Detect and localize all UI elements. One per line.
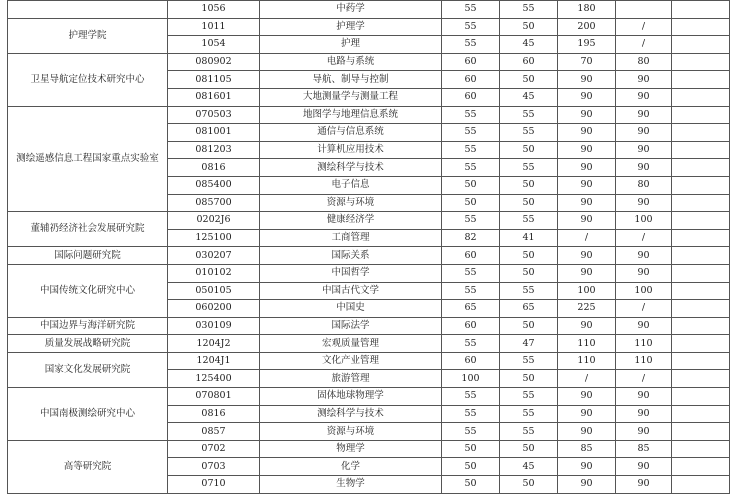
major-name-cell: 导航、制导与控制 (260, 71, 442, 89)
institution-cell: 测绘遥感信息工程国家重点实验室 (8, 106, 168, 212)
subject-two-score-cell: 110 (616, 335, 672, 353)
major-name-cell: 中国古代文学 (260, 282, 442, 300)
politics-score-cell: 55 (442, 124, 500, 142)
blank-cell (672, 264, 730, 282)
major-code-cell: 030109 (168, 317, 260, 335)
foreign-language-score-cell: 50 (500, 71, 558, 89)
blank-cell (672, 176, 730, 194)
foreign-language-score-cell: 55 (500, 212, 558, 230)
subject-one-score-cell: 110 (558, 335, 616, 353)
subject-two-score-cell: 90 (616, 423, 672, 441)
politics-score-cell: 55 (442, 264, 500, 282)
major-name-cell: 地图学与地理信息系统 (260, 106, 442, 124)
major-name-cell: 护理 (260, 36, 442, 54)
major-code-cell: 010102 (168, 264, 260, 282)
major-code-cell: 1204J2 (168, 335, 260, 353)
blank-cell (672, 106, 730, 124)
major-code-cell: 085400 (168, 176, 260, 194)
major-code-cell: 060200 (168, 300, 260, 318)
subject-two-score-cell: 100 (616, 282, 672, 300)
blank-cell (672, 88, 730, 106)
major-name-cell: 中药学 (260, 1, 442, 19)
subject-two-score-cell: 80 (616, 176, 672, 194)
major-code-cell: 0702 (168, 440, 260, 458)
politics-score-cell: 60 (442, 53, 500, 71)
subject-one-score-cell: 100 (558, 282, 616, 300)
subject-one-score-cell: 90 (558, 247, 616, 265)
table-row (8, 106, 730, 124)
major-name-cell: 旅游管理 (260, 370, 442, 388)
blank-cell (672, 124, 730, 142)
subject-two-score-cell: 110 (616, 352, 672, 370)
politics-score-cell: 50 (442, 476, 500, 494)
subject-one-score-cell: 90 (558, 264, 616, 282)
institution-cell: 质量发展战略研究院 (8, 335, 168, 353)
major-name-cell: 生物学 (260, 476, 442, 494)
major-code-cell: 081203 (168, 141, 260, 159)
foreign-language-score-cell: 55 (500, 106, 558, 124)
major-name-cell: 资源与环境 (260, 423, 442, 441)
major-name-cell: 大地测量学与测量工程 (260, 88, 442, 106)
foreign-language-score-cell: 50 (500, 440, 558, 458)
foreign-language-score-cell: 50 (500, 247, 558, 265)
politics-score-cell: 55 (442, 388, 500, 406)
major-code-cell: 0816 (168, 159, 260, 177)
major-code-cell: 081001 (168, 124, 260, 142)
subject-two-score-cell: 90 (616, 388, 672, 406)
blank-cell (672, 18, 730, 36)
institution-cell: 国家文化发展研究院 (8, 352, 168, 387)
table-row (8, 18, 730, 36)
subject-two-score-cell: 90 (616, 141, 672, 159)
blank-cell (672, 352, 730, 370)
subject-one-score-cell: 90 (558, 106, 616, 124)
major-name-cell: 国际关系 (260, 247, 442, 265)
subject-two-score-cell: 90 (616, 106, 672, 124)
foreign-language-score-cell: 55 (500, 282, 558, 300)
institution-cell: 中国传统文化研究中心 (8, 264, 168, 317)
subject-two-score-cell (616, 1, 672, 19)
politics-score-cell: 55 (442, 1, 500, 19)
score-table (7, 0, 730, 494)
institution-cell: 护理学院 (8, 18, 168, 53)
subject-one-score-cell: 225 (558, 300, 616, 318)
subject-two-score-cell: / (616, 300, 672, 318)
major-code-cell: 070801 (168, 388, 260, 406)
politics-score-cell: 50 (442, 176, 500, 194)
blank-cell (672, 423, 730, 441)
subject-two-score-cell: 100 (616, 212, 672, 230)
major-name-cell: 中国哲学 (260, 264, 442, 282)
blank-cell (672, 1, 730, 19)
major-code-cell: 070503 (168, 106, 260, 124)
blank-cell (672, 476, 730, 494)
subject-one-score-cell: 90 (558, 476, 616, 494)
major-code-cell: 125100 (168, 229, 260, 247)
foreign-language-score-cell: 45 (500, 458, 558, 476)
foreign-language-score-cell: 45 (500, 36, 558, 54)
blank-cell (672, 159, 730, 177)
politics-score-cell: 55 (442, 405, 500, 423)
major-name-cell: 物理学 (260, 440, 442, 458)
institution-cell: 卫星导航定位技术研究中心 (8, 53, 168, 106)
subject-one-score-cell: 90 (558, 212, 616, 230)
subject-one-score-cell: 195 (558, 36, 616, 54)
subject-two-score-cell: 90 (616, 71, 672, 89)
subject-two-score-cell: 90 (616, 264, 672, 282)
blank-cell (672, 458, 730, 476)
politics-score-cell: 65 (442, 300, 500, 318)
major-code-cell: 0202J6 (168, 212, 260, 230)
politics-score-cell: 55 (442, 106, 500, 124)
politics-score-cell: 55 (442, 18, 500, 36)
subject-two-score-cell: 85 (616, 440, 672, 458)
politics-score-cell: 55 (442, 423, 500, 441)
politics-score-cell: 55 (442, 212, 500, 230)
politics-score-cell: 60 (442, 71, 500, 89)
subject-one-score-cell: 90 (558, 71, 616, 89)
table-row (8, 352, 730, 370)
major-name-cell: 国际法学 (260, 317, 442, 335)
foreign-language-score-cell: 55 (500, 423, 558, 441)
foreign-language-score-cell: 41 (500, 229, 558, 247)
table-row (8, 247, 730, 265)
foreign-language-score-cell: 50 (500, 176, 558, 194)
subject-two-score-cell: / (616, 370, 672, 388)
major-code-cell: 080902 (168, 53, 260, 71)
subject-one-score-cell: 90 (558, 124, 616, 142)
subject-one-score-cell: 90 (558, 88, 616, 106)
foreign-language-score-cell: 55 (500, 388, 558, 406)
major-code-cell: 081601 (168, 88, 260, 106)
foreign-language-score-cell: 47 (500, 335, 558, 353)
blank-cell (672, 335, 730, 353)
foreign-language-score-cell: 55 (500, 1, 558, 19)
major-code-cell: 1056 (168, 1, 260, 19)
subject-one-score-cell: 90 (558, 194, 616, 212)
subject-two-score-cell: / (616, 36, 672, 54)
blank-cell (672, 194, 730, 212)
politics-score-cell: 50 (442, 440, 500, 458)
table-row (8, 1, 730, 19)
politics-score-cell: 60 (442, 352, 500, 370)
subject-one-score-cell: 85 (558, 440, 616, 458)
subject-two-score-cell: 90 (616, 405, 672, 423)
major-name-cell: 化学 (260, 458, 442, 476)
table-row (8, 440, 730, 458)
foreign-language-score-cell: 50 (500, 194, 558, 212)
politics-score-cell: 50 (442, 194, 500, 212)
major-name-cell: 测绘科学与技术 (260, 159, 442, 177)
institution-cell (8, 1, 168, 19)
table-body (8, 1, 730, 494)
major-code-cell: 125400 (168, 370, 260, 388)
foreign-language-score-cell: 55 (500, 159, 558, 177)
subject-one-score-cell: 110 (558, 352, 616, 370)
table-row (8, 335, 730, 353)
major-code-cell: 1204J1 (168, 352, 260, 370)
major-code-cell: 0857 (168, 423, 260, 441)
major-code-cell: 050105 (168, 282, 260, 300)
blank-cell (672, 370, 730, 388)
blank-cell (672, 440, 730, 458)
politics-score-cell: 60 (442, 247, 500, 265)
subject-two-score-cell: 80 (616, 53, 672, 71)
major-name-cell: 中国史 (260, 300, 442, 318)
blank-cell (672, 317, 730, 335)
politics-score-cell: 82 (442, 229, 500, 247)
subject-one-score-cell: 90 (558, 458, 616, 476)
major-code-cell: 030207 (168, 247, 260, 265)
politics-score-cell: 60 (442, 317, 500, 335)
subject-two-score-cell: 90 (616, 124, 672, 142)
politics-score-cell: 100 (442, 370, 500, 388)
blank-cell (672, 53, 730, 71)
blank-cell (672, 212, 730, 230)
foreign-language-score-cell: 50 (500, 370, 558, 388)
major-code-cell: 081105 (168, 71, 260, 89)
table-row (8, 212, 730, 230)
major-name-cell: 测绘科学与技术 (260, 405, 442, 423)
major-code-cell: 1054 (168, 36, 260, 54)
major-name-cell: 固体地球物理学 (260, 388, 442, 406)
blank-cell (672, 229, 730, 247)
foreign-language-score-cell: 55 (500, 124, 558, 142)
major-code-cell: 0816 (168, 405, 260, 423)
blank-cell (672, 405, 730, 423)
foreign-language-score-cell: 55 (500, 405, 558, 423)
major-name-cell: 计算机应用技术 (260, 141, 442, 159)
politics-score-cell: 55 (442, 335, 500, 353)
subject-one-score-cell: / (558, 370, 616, 388)
subject-one-score-cell: 90 (558, 176, 616, 194)
politics-score-cell: 55 (442, 159, 500, 177)
major-code-cell: 085700 (168, 194, 260, 212)
table-row (8, 317, 730, 335)
subject-one-score-cell: 90 (558, 405, 616, 423)
subject-two-score-cell: / (616, 18, 672, 36)
table-row (8, 53, 730, 71)
major-name-cell: 电路与系统 (260, 53, 442, 71)
subject-one-score-cell: 180 (558, 1, 616, 19)
foreign-language-score-cell: 55 (500, 352, 558, 370)
subject-two-score-cell: 90 (616, 194, 672, 212)
subject-two-score-cell: / (616, 229, 672, 247)
table-row (8, 264, 730, 282)
institution-cell: 中国南极测绘研究中心 (8, 388, 168, 441)
major-name-cell: 宏观质量管理 (260, 335, 442, 353)
major-name-cell: 健康经济学 (260, 212, 442, 230)
subject-two-score-cell: 90 (616, 317, 672, 335)
foreign-language-score-cell: 50 (500, 317, 558, 335)
major-name-cell: 护理学 (260, 18, 442, 36)
score-table-wrapper (7, 0, 729, 494)
subject-one-score-cell: 90 (558, 388, 616, 406)
major-name-cell: 电子信息 (260, 176, 442, 194)
blank-cell (672, 300, 730, 318)
foreign-language-score-cell: 60 (500, 53, 558, 71)
politics-score-cell: 55 (442, 141, 500, 159)
major-name-cell: 文化产业管理 (260, 352, 442, 370)
blank-cell (672, 388, 730, 406)
major-code-cell: 0710 (168, 476, 260, 494)
politics-score-cell: 60 (442, 88, 500, 106)
blank-cell (672, 71, 730, 89)
institution-cell: 国际问题研究院 (8, 247, 168, 265)
foreign-language-score-cell: 50 (500, 264, 558, 282)
major-name-cell: 通信与信息系统 (260, 124, 442, 142)
table-row (8, 388, 730, 406)
subject-two-score-cell: 90 (616, 458, 672, 476)
subject-one-score-cell: 200 (558, 18, 616, 36)
subject-one-score-cell: 90 (558, 141, 616, 159)
institution-cell: 中国边界与海洋研究院 (8, 317, 168, 335)
blank-cell (672, 36, 730, 54)
major-name-cell: 资源与环境 (260, 194, 442, 212)
politics-score-cell: 55 (442, 282, 500, 300)
politics-score-cell: 55 (442, 36, 500, 54)
foreign-language-score-cell: 50 (500, 141, 558, 159)
major-code-cell: 1011 (168, 18, 260, 36)
foreign-language-score-cell: 45 (500, 88, 558, 106)
subject-one-score-cell: / (558, 229, 616, 247)
institution-cell: 高等研究院 (8, 440, 168, 493)
politics-score-cell: 50 (442, 458, 500, 476)
subject-two-score-cell: 90 (616, 476, 672, 494)
foreign-language-score-cell: 50 (500, 18, 558, 36)
blank-cell (672, 247, 730, 265)
subject-one-score-cell: 90 (558, 159, 616, 177)
blank-cell (672, 141, 730, 159)
major-code-cell: 0703 (168, 458, 260, 476)
subject-one-score-cell: 70 (558, 53, 616, 71)
foreign-language-score-cell: 50 (500, 476, 558, 494)
subject-one-score-cell: 90 (558, 423, 616, 441)
subject-two-score-cell: 90 (616, 88, 672, 106)
subject-two-score-cell: 90 (616, 247, 672, 265)
foreign-language-score-cell: 65 (500, 300, 558, 318)
blank-cell (672, 282, 730, 300)
subject-two-score-cell: 90 (616, 159, 672, 177)
major-name-cell: 工商管理 (260, 229, 442, 247)
subject-one-score-cell: 90 (558, 317, 616, 335)
institution-cell: 董辅礽经济社会发展研究院 (8, 212, 168, 247)
